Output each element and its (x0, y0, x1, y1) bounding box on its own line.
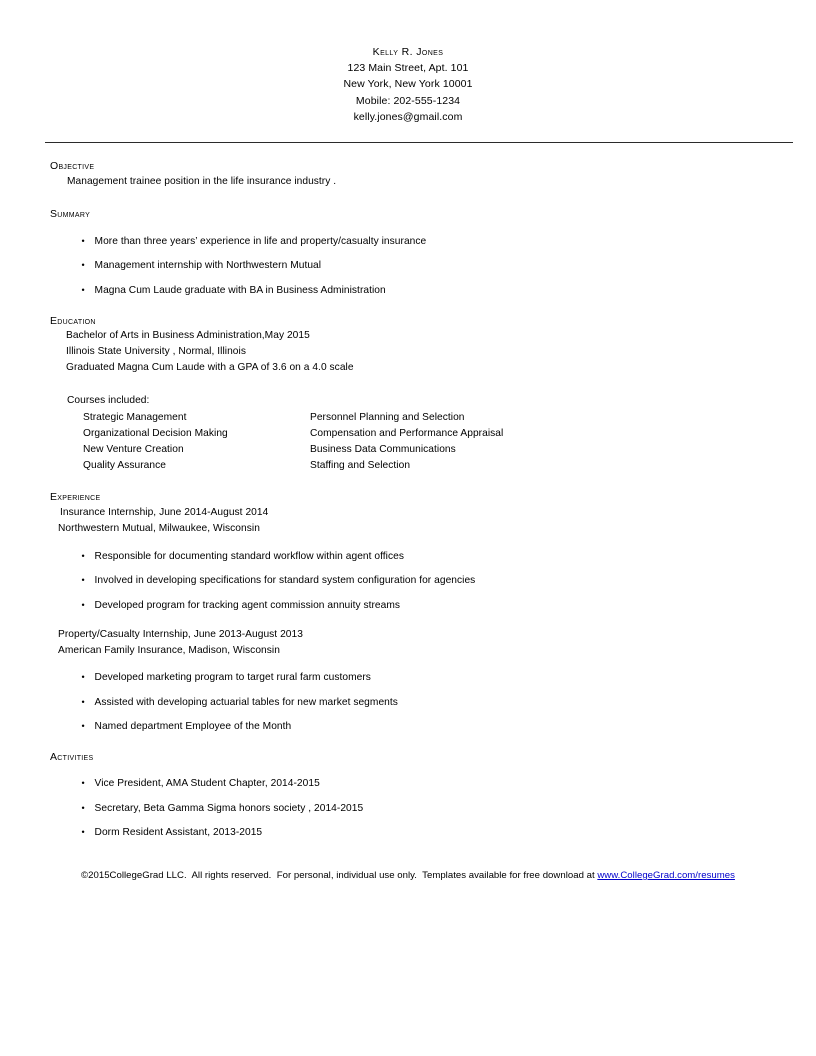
footer-copyright-text: ©2015CollegeGrad LLC. All rights reserved. For personal, individual use only. Templates available for free download at (81, 870, 598, 881)
bullet-icon: • (81, 236, 85, 246)
bullet-icon: • (81, 260, 85, 270)
contact-street: 123 Main Street, Apt. 101 (347, 62, 469, 74)
contact-phone: Mobile: 202-555-1234 (355, 94, 461, 107)
course-item: Personnel Planning and Selection (310, 412, 465, 423)
list-item (70, 274, 386, 307)
list-item (70, 816, 262, 849)
header-divider (45, 142, 793, 143)
list-item (70, 710, 291, 743)
bullet-icon: • (81, 285, 85, 295)
bullet-icon: • (81, 721, 85, 731)
job-bullet-text: Responsible for documenting standard workflow within agent offices (94, 551, 405, 562)
summary-bullet-text: Management internship with Northwestern Mutual (94, 260, 322, 271)
courses-label: Courses included: (67, 395, 150, 406)
activity-bullet-text: Secretary, Beta Gamma Sigma honors society , 2014-2015 (94, 803, 364, 814)
collegegrad-resumes-link[interactable]: www.CollegeGrad.com/resumes (597, 870, 735, 881)
course-item: Strategic Management (83, 412, 187, 423)
section-heading-activities: Activities (50, 751, 94, 763)
list-item (70, 589, 400, 622)
objective-text: Management trainee position in the life insurance industry . (67, 176, 337, 187)
contact-city-state-zip: New York, New York 10001 (343, 78, 473, 91)
job-bullet-text: Assisted with developing actuarial tables for new market segments (94, 697, 398, 708)
section-heading-experience: Experience (50, 491, 101, 503)
section-heading-summary: Summary (50, 208, 91, 220)
course-item: Organizational Decision Making (83, 428, 228, 439)
education-school: Illinois State University , Normal, Illinois (66, 346, 246, 357)
contact-email: kelly.jones@gmail.com (353, 110, 463, 123)
section-heading-objective: Objective (50, 160, 95, 172)
bullet-icon: • (81, 672, 85, 682)
job-bullet-text: Named department Employee of the Month (94, 721, 292, 732)
section-heading-education: Education (50, 315, 96, 327)
course-item: Quality Assurance (83, 460, 166, 471)
course-item: Compensation and Performance Appraisal (310, 428, 504, 439)
footer (0, 870, 816, 881)
bullet-icon: • (81, 778, 85, 788)
job-title: Property/Casualty Internship, June 2013-August 2013 (58, 629, 303, 640)
course-item: Staffing and Selection (310, 460, 411, 471)
job-employer: American Family Insurance, Madison, Wisconsin (58, 645, 280, 656)
bullet-icon: • (81, 575, 85, 585)
activity-bullet-text: Vice President, AMA Student Chapter, 2014-2015 (94, 778, 320, 789)
bullet-icon: • (81, 551, 85, 561)
summary-bullet-text: Magna Cum Laude graduate with BA in Business Administration (94, 285, 386, 296)
job-bullet-text: Developed marketing program to target rural farm customers (94, 672, 371, 683)
job-title: Insurance Internship, June 2014-August 2014 (60, 507, 269, 518)
candidate-name: Kelly R. Jones (372, 46, 444, 58)
bullet-icon: • (81, 600, 85, 610)
job-bullet-text: Developed program for tracking agent commission annuity streams (94, 600, 401, 611)
bullet-icon: • (81, 697, 85, 707)
course-item: New Venture Creation (83, 444, 184, 455)
bullet-icon: • (81, 803, 85, 813)
education-degree: Bachelor of Arts in Business Administration,May 2015 (66, 330, 310, 341)
resume-header (0, 44, 816, 125)
summary-bullet-text: More than three years’ experience in life and property/casualty insurance (94, 236, 427, 247)
job-bullet-text: Involved in developing specifications for standard system configuration for agencies (94, 575, 476, 586)
job-employer: Northwestern Mutual, Milwaukee, Wisconsin (58, 523, 260, 534)
education-honors: Graduated Magna Cum Laude with a GPA of 3.6 on a 4.0 scale (66, 362, 354, 373)
activity-bullet-text: Dorm Resident Assistant, 2013-2015 (94, 827, 263, 838)
bullet-icon: • (81, 827, 85, 837)
course-item: Business Data Communications (310, 444, 456, 455)
